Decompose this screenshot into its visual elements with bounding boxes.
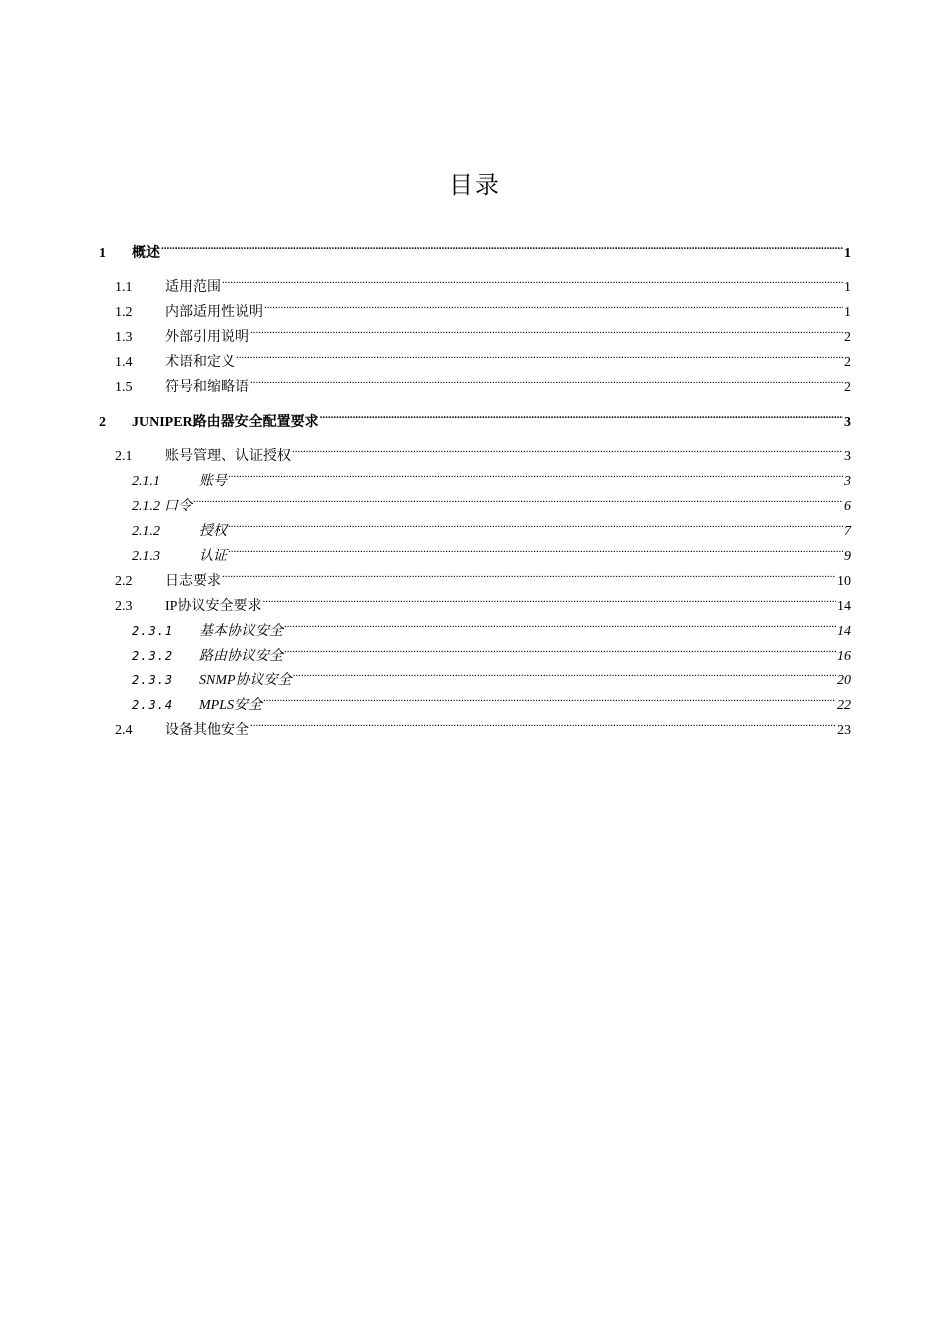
toc-entry-label: MPLS安全 [199,698,262,713]
toc-entry-label: 账号 [199,474,227,489]
toc-entry-page: 1 [844,305,851,320]
toc-entry-1-4[interactable] [115,344,851,370]
toc-dot-leader [236,344,843,366]
toc-entry-number: 1.3 [115,330,133,345]
toc-title: 目录 [449,171,501,199]
toc-entry-number: 2.3.1 [132,624,174,638]
toc-entry-2-3-3[interactable] [132,662,851,688]
toc-dot-leader [284,613,836,635]
toc-entry-2-1-2-password[interactable] [132,488,851,514]
toc-dot-leader [250,712,836,734]
toc-entry-number: 2.3.4 [132,698,174,712]
toc-entry-page: 1 [844,246,851,261]
toc-entry-2-3-4[interactable] [132,687,851,713]
toc-entry-number: 2.3 [115,599,133,614]
toc-entry-label: SNMP协议安全 [199,673,292,688]
toc-entry-2[interactable] [99,404,851,430]
toc-entry-page: 22 [837,698,851,713]
toc-entry-number: 1.1 [115,280,133,295]
toc-entry-page: 2 [844,380,851,395]
toc-entry-label: JUNIPER路由器安全配置要求 [132,415,319,430]
toc-entry-label: 外部引用说明 [165,330,249,345]
toc-entry-number: 2.3.2 [132,649,174,663]
toc-entry-2-1[interactable] [115,438,851,464]
toc-entry-page: 10 [837,574,851,589]
toc-dot-leader [292,438,843,460]
toc-dot-leader [222,269,843,291]
toc-entry-number: 1.4 [115,355,133,370]
toc-entry-page: 6 [844,499,851,514]
toc-entry-number: 2.1.2 [132,524,160,539]
toc-entry-2-1-1[interactable] [132,463,851,489]
toc-entry-page: 14 [837,599,851,614]
toc-entry-label: 认证 [199,549,227,564]
toc-entry-2-3-1[interactable] [132,613,851,639]
toc-entry-1-3[interactable] [115,319,851,345]
toc-dot-leader [161,235,843,257]
toc-dot-leader [228,463,843,485]
toc-dot-leader [250,369,843,391]
toc-entry-number: 2.4 [115,723,133,738]
toc-dot-leader [320,404,843,426]
toc-entry-label: 基本协议安全 [199,624,283,639]
toc-dot-leader [228,538,843,560]
toc-entry-2-1-3[interactable] [132,538,851,564]
toc-entry-number: 1.5 [115,380,133,395]
toc-entry-number: 2.2 [115,574,133,589]
toc-entry-number: 2.1.2 [132,499,160,514]
toc-entry-page: 2 [844,355,851,370]
toc-entry-label: 口令 [164,499,192,514]
toc-dot-leader [284,638,836,660]
toc-dot-leader [250,319,843,341]
toc-dot-leader [222,563,836,585]
toc-entry-page: 3 [844,415,851,430]
toc-entry-label: 授权 [199,524,227,539]
toc-entry-page: 3 [844,449,851,464]
toc-entry-number: 2.1.3 [132,549,160,564]
toc-entry-number: 2.3.3 [132,673,174,687]
toc-entry-number: 2.1 [115,449,133,464]
toc-entry-page: 9 [844,549,851,564]
toc-entry-label: 账号管理、认证授权 [165,449,291,464]
toc-dot-leader [193,488,843,510]
toc-entry-label: IP协议安全要求 [165,599,262,614]
toc-dot-leader [264,294,843,316]
toc-entry-label: 路由协议安全 [199,649,283,664]
toc-entry-label: 符号和缩略语 [165,380,249,395]
toc-entry-label: 设备其他安全 [165,723,249,738]
toc-entry-2-3-2[interactable] [132,638,851,664]
toc-entry-page: 2 [844,330,851,345]
toc-entry-number: 1.2 [115,305,133,320]
toc-entry-1-1[interactable] [115,269,851,295]
toc-entry-label: 概述 [132,246,160,261]
toc-entry-number: 1 [99,246,106,261]
toc-dot-leader [228,513,843,535]
toc-dot-leader [293,662,836,684]
toc-entry-label: 术语和定义 [165,355,235,370]
toc-entry-label: 日志要求 [165,574,221,589]
toc-dot-leader [262,588,836,610]
toc-entry-page: 7 [844,524,851,539]
toc-entry-page: 3 [844,474,851,489]
toc-entry-number: 2.1.1 [132,474,160,489]
toc-entry-page: 20 [837,673,851,688]
toc-entry-2-3[interactable] [115,588,851,614]
toc-entry-number: 2 [99,415,106,430]
toc-entry-page: 14 [837,624,851,639]
toc-entry-2-4[interactable] [115,712,851,738]
toc-entry-1-5[interactable] [115,369,851,395]
toc-entry-2-2[interactable] [115,563,851,589]
toc-entry-page: 16 [837,649,851,664]
toc-entry-2-1-2-authorization[interactable] [132,513,851,539]
toc-dot-leader [263,687,836,709]
toc-entry-1-2[interactable] [115,294,851,320]
toc-entry-label: 内部适用性说明 [165,305,263,320]
toc-entry-1[interactable] [99,235,851,261]
toc-entry-page: 1 [844,280,851,295]
toc-entry-page: 23 [837,723,851,738]
toc-entry-label: 适用范围 [165,280,221,295]
